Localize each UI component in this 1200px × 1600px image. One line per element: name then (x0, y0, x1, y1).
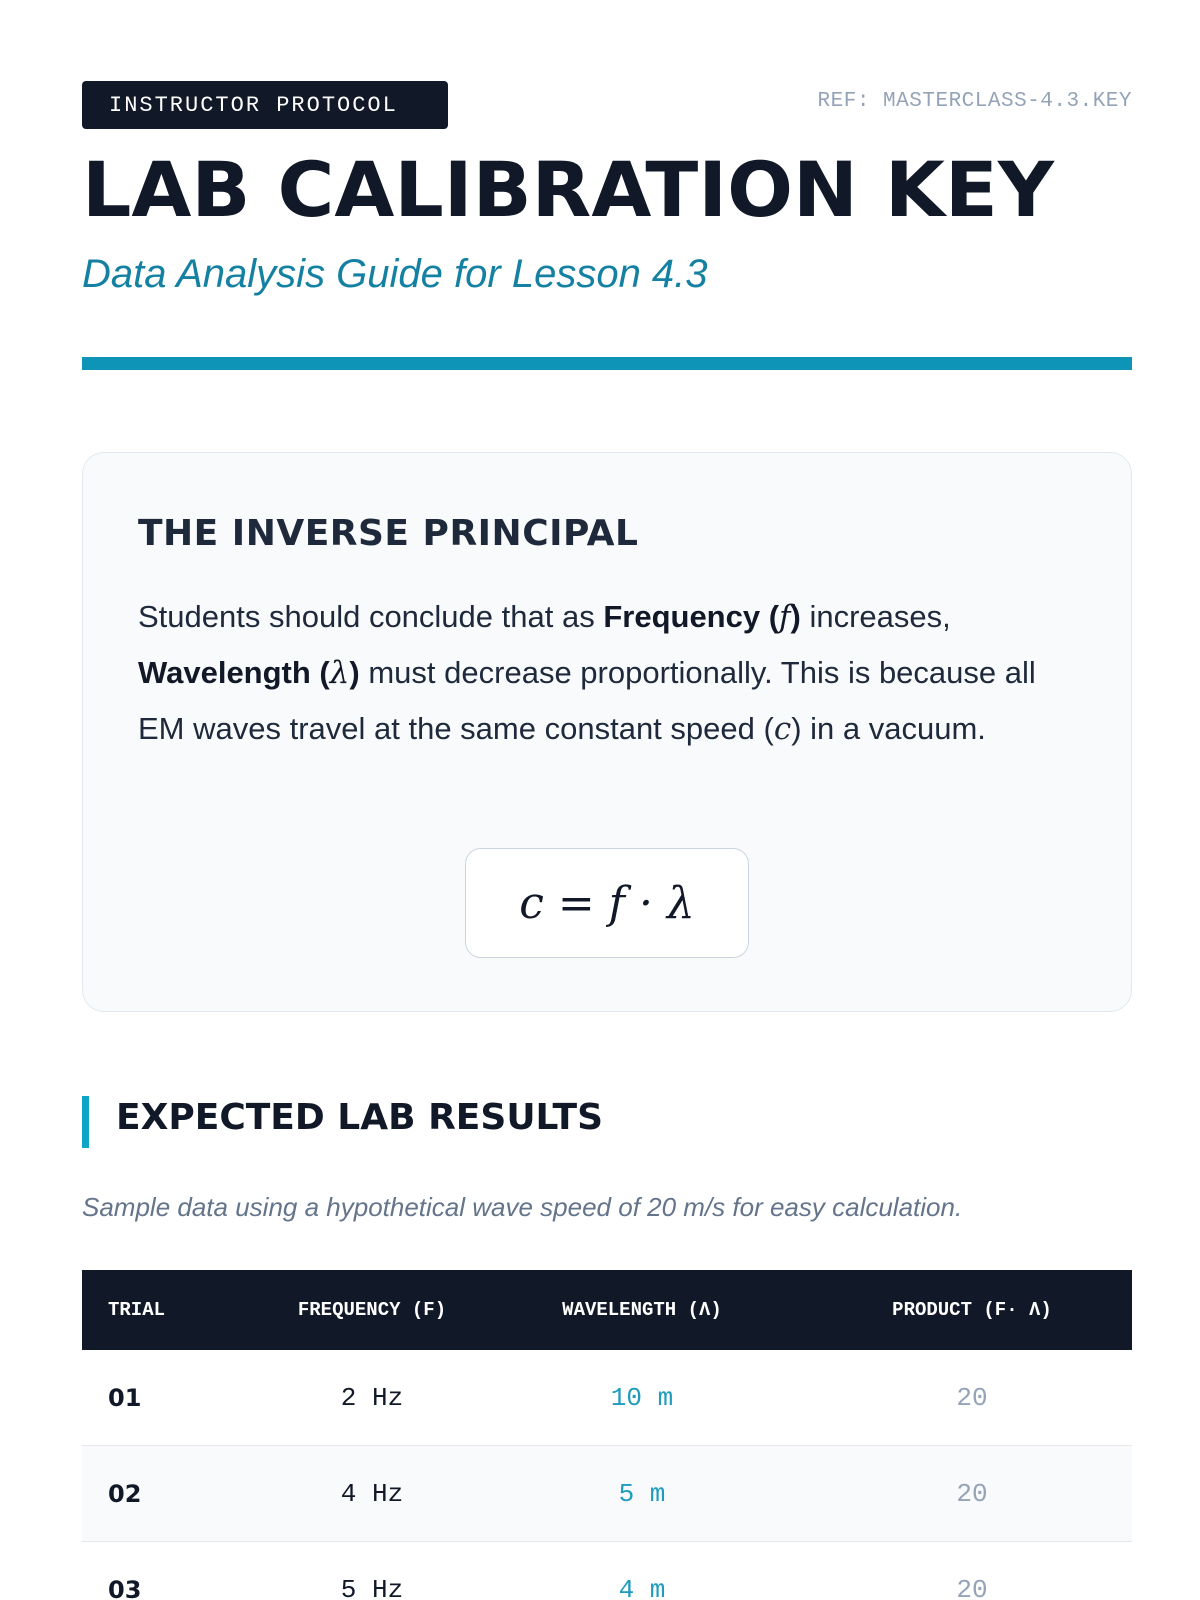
frequency-term (603, 599, 801, 634)
product-cell: 20 (956, 1382, 988, 1413)
table-row (82, 1350, 1132, 1446)
instructor-protocol-badge (82, 81, 448, 129)
principle-card (82, 452, 1132, 1012)
table-row (82, 1446, 1132, 1542)
principle-text (138, 589, 1078, 757)
trial-cell: 01 (108, 1383, 142, 1412)
speed-symbol: c (773, 711, 792, 747)
wavelength-term-label: Wavelength ( (138, 655, 330, 690)
document-page (82, 0, 1132, 1600)
principle-text-3: must decrease proportionally. This is because all EM waves travel at the same constant speed ( (138, 655, 1036, 746)
principle-text-2: increases, (800, 599, 951, 634)
wavelength-cell: 10 m (610, 1382, 674, 1413)
section-accent-bar (82, 1096, 89, 1148)
frequency-cell: 2 Hz (340, 1382, 404, 1413)
product-cell: 20 (956, 1574, 988, 1600)
table-row (82, 1542, 1132, 1600)
principle-text-4: ) in a vacuum. (791, 711, 986, 746)
frequency-cell: 4 Hz (340, 1478, 404, 1509)
wavelength-cell: 4 m (618, 1574, 666, 1600)
wavelength-term-close: ) (349, 655, 360, 690)
principle-title: THE INVERSE PRINCIPAL (138, 513, 639, 554)
results-table (82, 1270, 1132, 1600)
wave-equation: c = f · λ (519, 877, 695, 929)
header-wavelength: WAVELENGTH (Λ) (562, 1299, 722, 1321)
frequency-term-label: Frequency ( (603, 599, 780, 634)
header-divider (82, 357, 1132, 370)
frequency-symbol: f (779, 599, 791, 635)
frequency-term-close: ) (790, 599, 801, 634)
trial-cell: 03 (108, 1575, 142, 1600)
header-frequency: FREQUENCY (F) (297, 1299, 447, 1321)
table-header-row (82, 1270, 1132, 1350)
header-product: PRODUCT (F· Λ) (892, 1299, 1052, 1321)
wavelength-symbol: λ (329, 655, 350, 691)
page-title: LAB CALIBRATION KEY (82, 145, 1054, 234)
wavelength-cell: 5 m (618, 1478, 666, 1509)
principle-text-1: Students should conclude that as (138, 599, 604, 634)
trial-cell: 02 (108, 1479, 142, 1508)
wavelength-term (138, 655, 360, 690)
header-trial: TRIAL (108, 1299, 166, 1321)
results-caption: Sample data using a hypothetical wave speed of 20 m/s for easy calculation. (82, 1192, 963, 1222)
frequency-cell: 5 Hz (340, 1574, 404, 1600)
product-cell: 20 (956, 1478, 988, 1509)
page-subtitle: Data Analysis Guide for Lesson 4.3 (82, 252, 708, 296)
badge-label: INSTRUCTOR PROTOCOL (109, 92, 398, 118)
reference-code: REF: MASTERCLASS-4.3.KEY (817, 90, 1132, 113)
results-section-title: EXPECTED LAB RESULTS (116, 1097, 604, 1138)
wave-equation-box (465, 848, 749, 958)
